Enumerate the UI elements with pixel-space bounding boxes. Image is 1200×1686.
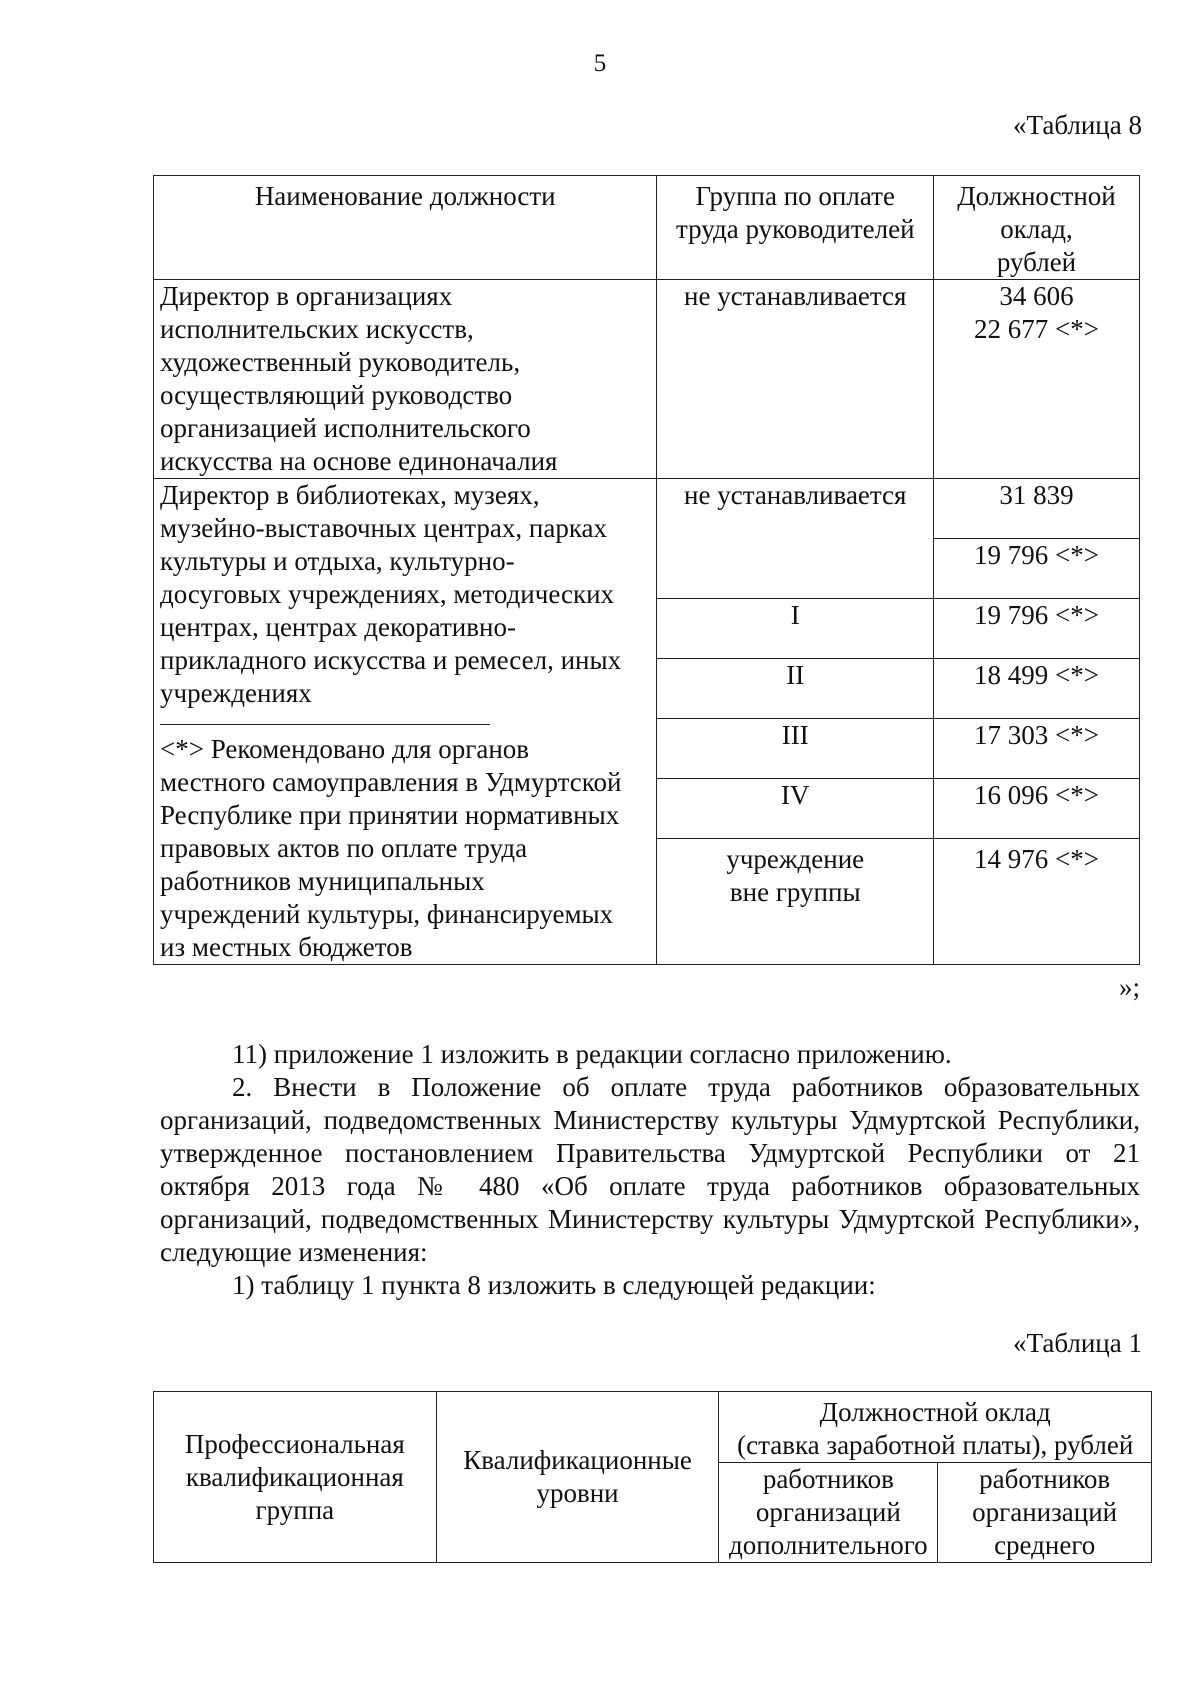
row2-salary-na-2: 19 796 <*>: [934, 539, 1140, 599]
salary-cell: 19 796 <*>: [934, 599, 1140, 659]
table-1-label: «Таблица 1: [1013, 1328, 1142, 1358]
salary-outside: 14 976 <*>: [934, 839, 1140, 965]
body-text: [160, 1038, 1140, 1302]
group-outside: учреждение вне группы: [657, 839, 934, 965]
paragraph-1-table: 1) таблицу 1 пункта 8 изложить в следующей редакции:: [232, 1270, 876, 1300]
table-8: [153, 175, 1140, 965]
row1-group: не устанавливается: [657, 280, 934, 479]
header-group: Группа по оплате труда руководителей: [657, 176, 934, 280]
row1-position-name: Директор в организациях исполнительских искусств, художественный руководитель, осуществляющий руководство организацией исполнительского искусства на основе единоначалия: [154, 280, 657, 479]
footnote-text: <*> Рекомендовано для органов: [160, 734, 530, 764]
salary-cell: 18 499 <*>: [934, 659, 1140, 719]
header-position-name: Наименование должности: [154, 176, 657, 280]
group-cell: II: [657, 659, 934, 719]
table-8-header-row: [154, 176, 1140, 280]
page-number: 5: [593, 50, 607, 77]
header-salary: Должностной оклад, рублей: [934, 176, 1140, 280]
row2-salary-na-1: 31 839: [934, 479, 1140, 539]
salary-cell: 17 303 <*>: [934, 719, 1140, 779]
paragraph-11: 11) приложение 1 изложить в редакции согласно приложению.: [232, 1039, 952, 1069]
row1-salary: 34 606 22 677 <*>: [934, 280, 1140, 479]
table-8-closing: »;: [1118, 972, 1140, 1002]
paragraph-2: 2. Внести в Положение об оплате труда работников образовательных организаций, подведомственных Министерству культуры Удмуртской Республики, утвержденное постановлением Правительства Удмуртской Республики от 21 октября 2013 года № 480 «Об оплате труда работников образовательных организаций, подведомственных Министерству культуры Удмуртской Республики», следующие изменения:: [160, 1072, 1140, 1267]
group-cell: I: [657, 599, 934, 659]
header-salary: Должностной оклад (ставка заработной платы), рублей: [719, 1392, 1152, 1463]
table-1-header-row: [154, 1392, 1152, 1463]
table-1: [153, 1391, 1152, 1563]
row2-group-na: не устанавливается: [657, 479, 934, 599]
row2-position-name: Директор в библиотеках, музеях, музейно-выставочных центрах, парках культуры и отдыха, культурно- досуговых учреждениях, методических центрах, центрах декоративно- прикладного искусства и ремесел, иных учреждениях <*> Рекомендовано для органов местного самоуправления в Удмуртской Республике при принятии нормативных правовых актов по оплате труда работников муниципальных учреждений культуры, финансируемых из местных бюджетов: [154, 479, 657, 965]
header-additional: работников организаций дополнительного: [719, 1463, 938, 1563]
group-cell: III: [657, 719, 934, 779]
table-8-label: «Таблица 8: [1013, 110, 1142, 140]
table-row: [154, 280, 1140, 479]
table-row: [154, 479, 1140, 539]
footnote-rule: [160, 724, 490, 725]
salary-cell: 16 096 <*>: [934, 779, 1140, 839]
header-levels: Квалификационные уровни: [436, 1392, 719, 1563]
group-cell: IV: [657, 779, 934, 839]
header-prof-group: Профессиональная квалификационная группа: [154, 1392, 437, 1563]
header-secondary: работников организаций среднего: [938, 1463, 1152, 1563]
